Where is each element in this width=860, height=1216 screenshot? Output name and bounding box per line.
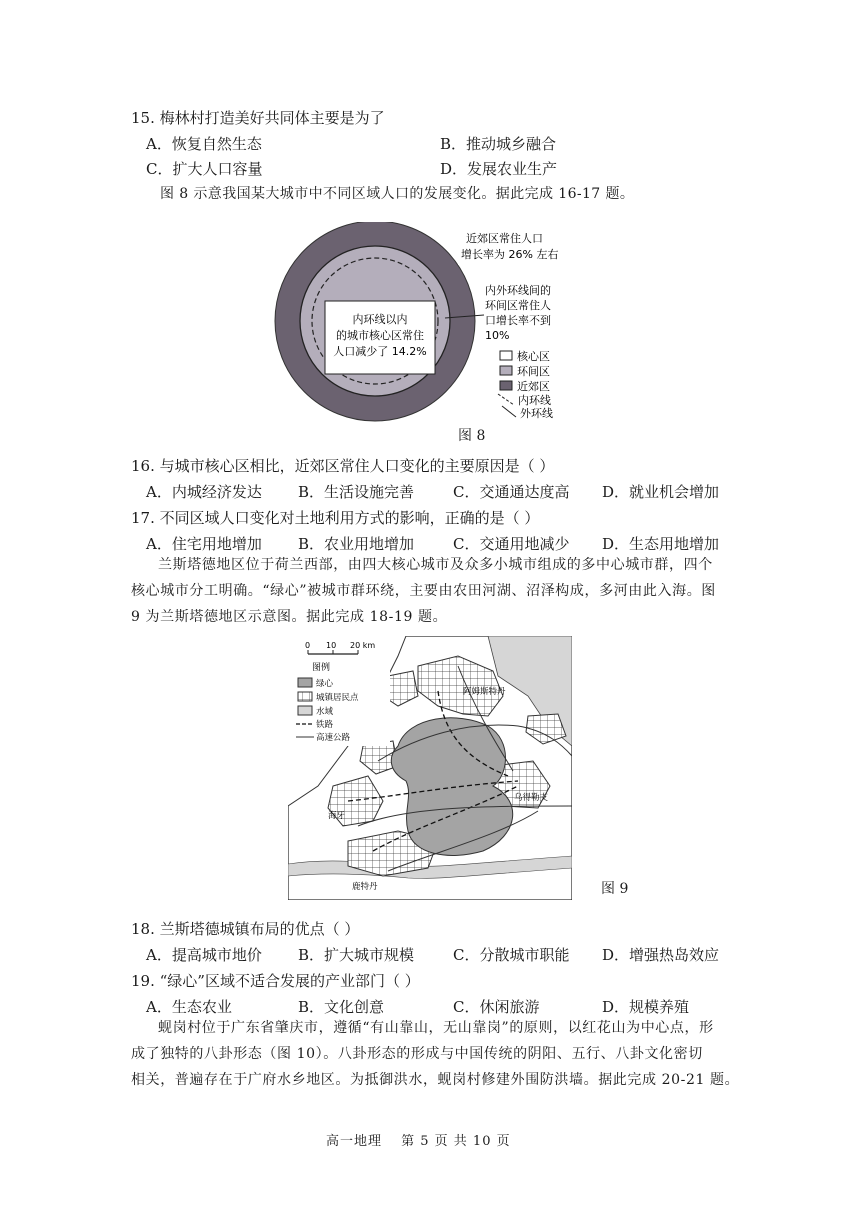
legend-green-heart-swatch xyxy=(298,678,312,687)
legend-urban-label: 城镇居民点 xyxy=(316,693,359,703)
q19-option-a: A．生态农业 xyxy=(146,998,232,1016)
q19-option-d: D．规模养殖 xyxy=(602,998,690,1016)
figure-10-intro-line-2: 成了独特的八卦形态（图 10）。八卦形态的形成与中国传统的阴阳、五行、八卦文化密切 xyxy=(131,1046,703,1062)
q16-option-c: C．交通通达度高 xyxy=(453,483,570,501)
figure-9-intro-line-2: 核心城市分工明确。“绿心”被城市群环绕，主要由农田河湖、沼泽构成，多河由此入海。图 xyxy=(131,583,716,599)
figure-8-caption: 图 8 xyxy=(458,428,486,444)
question-18-stem: 18. 兰斯塔德城镇布局的优点（ ） xyxy=(131,920,360,938)
q17-option-a: A．住宅用地增加 xyxy=(146,535,262,553)
q17-option-b: B．农业用地增加 xyxy=(298,535,415,553)
legend-inner-line-label: 内环线 xyxy=(518,394,551,407)
q15-option-b: B．推动城乡融合 xyxy=(440,135,557,153)
ring-label-3: 口增长率不到 xyxy=(485,314,551,327)
ring-label-2: 环间区常住人 xyxy=(485,299,551,312)
scale-label-0: 0 xyxy=(305,641,311,650)
q18-option-b: B．扩大城市规模 xyxy=(298,946,415,964)
q19-option-b: B．文化创意 xyxy=(298,998,385,1016)
q15-option-d: D．发展农业生产 xyxy=(440,160,558,178)
q15-option-c: C．扩大人口容量 xyxy=(146,160,263,178)
q19-option-c: C．休闲旅游 xyxy=(453,998,540,1016)
page-footer: 高一地理 第 5 页 共 10 页 xyxy=(326,1134,511,1149)
core-label-3: 人口减少了 14.2% xyxy=(333,345,427,358)
figure-9-intro-line-1: 兰斯塔德地区位于荷兰西部，由四大核心城市及众多小城市组成的多中心城市群，四个 xyxy=(158,557,713,573)
q15-option-a: A．恢复自然生态 xyxy=(146,135,262,153)
q18-option-d: D．增强热岛效应 xyxy=(602,946,720,964)
q17-option-d: D．生态用地增加 xyxy=(602,535,720,553)
legend-green-heart-label: 绿心 xyxy=(316,679,334,689)
figure-9-map xyxy=(288,636,572,900)
legend-water-swatch xyxy=(298,706,312,715)
scale-label-10: 10 xyxy=(326,641,337,650)
q16-option-b: B．生活设施完善 xyxy=(298,483,415,501)
ring-label-1: 内外环线间的 xyxy=(485,284,551,297)
scale-label-20: 20 km xyxy=(350,641,376,650)
legend-outer-line-symbol xyxy=(502,406,516,417)
legend-inner-line-symbol xyxy=(498,394,514,405)
figure-9-intro-line-3: 9 为兰斯塔德地区示意图。据此完成 18-19 题。 xyxy=(131,609,448,625)
legend-core-label: 核心区 xyxy=(517,350,550,363)
figure-10-intro-line-1: 蚬岗村位于广东省肇庆市，遵循“有山靠山，无山靠岗”的原则，以红花山为中心点，形 xyxy=(158,1020,714,1036)
legend-suburb-label: 近郊区 xyxy=(517,380,550,393)
legend-core-swatch xyxy=(500,351,512,360)
city-label-utrecht: 乌得勒支 xyxy=(514,793,549,803)
figure-10-intro-line-3: 相关，普遍存在于广府水乡地区。为抵御洪水，蚬岗村修建外围防洪墙。据此完成 20-21 题。 xyxy=(131,1072,740,1088)
core-label-2: 的城市核心区常住 xyxy=(336,329,424,342)
city-label-rotterdam: 鹿特丹 xyxy=(352,882,378,892)
q16-option-d: D．就业机会增加 xyxy=(602,483,720,501)
question-16-stem: 16. 与城市核心区相比，近郊区常住人口变化的主要原因是（ ） xyxy=(131,457,555,475)
city-label-hague: 海牙 xyxy=(328,811,346,821)
question-17-stem: 17. 不同区域人口变化对土地利用方式的影响，正确的是（ ） xyxy=(131,509,540,527)
core-label-1: 内环线以内 xyxy=(352,313,408,326)
legend-railway-label: 铁路 xyxy=(316,720,334,730)
question-19-stem: 19. “绿心”区域不适合发展的产业部门（ ） xyxy=(131,972,420,990)
figure-8-intro: 图 8 示意我国某大城市中不同区域人口的发展变化。据此完成 16-17 题。 xyxy=(160,186,635,202)
legend-outer-line-label: 外环线 xyxy=(520,407,553,420)
q16-option-a: A．内城经济发达 xyxy=(146,483,262,501)
suburb-label-2: 增长率为 26% 左右 xyxy=(461,248,559,261)
figure-8-diagram xyxy=(270,222,580,444)
ring-label-4: 10% xyxy=(485,329,510,342)
legend-ring-swatch xyxy=(500,366,512,375)
city-label-amsterdam: 阿姆斯特丹 xyxy=(463,687,506,697)
legend-ring-label: 环间区 xyxy=(517,365,550,378)
green-heart-area xyxy=(391,718,512,856)
suburb-label-1: 近郊区常住人口 xyxy=(466,232,543,245)
legend-highway-label: 高速公路 xyxy=(316,733,351,743)
question-15-stem: 15. 梅林村打造美好共同体主要是为了 xyxy=(131,109,385,127)
q18-option-c: C．分散城市职能 xyxy=(453,946,570,964)
q18-option-a: A．提高城市地价 xyxy=(146,946,262,964)
figure-9-caption: 图 9 xyxy=(601,881,629,897)
q17-option-c: C．交通用地减少 xyxy=(453,535,570,553)
legend-water-label: 水域 xyxy=(316,707,334,717)
legend-urban-swatch xyxy=(298,692,312,701)
legend-suburb-swatch xyxy=(500,381,512,390)
legend-title: 图例 xyxy=(312,663,331,673)
